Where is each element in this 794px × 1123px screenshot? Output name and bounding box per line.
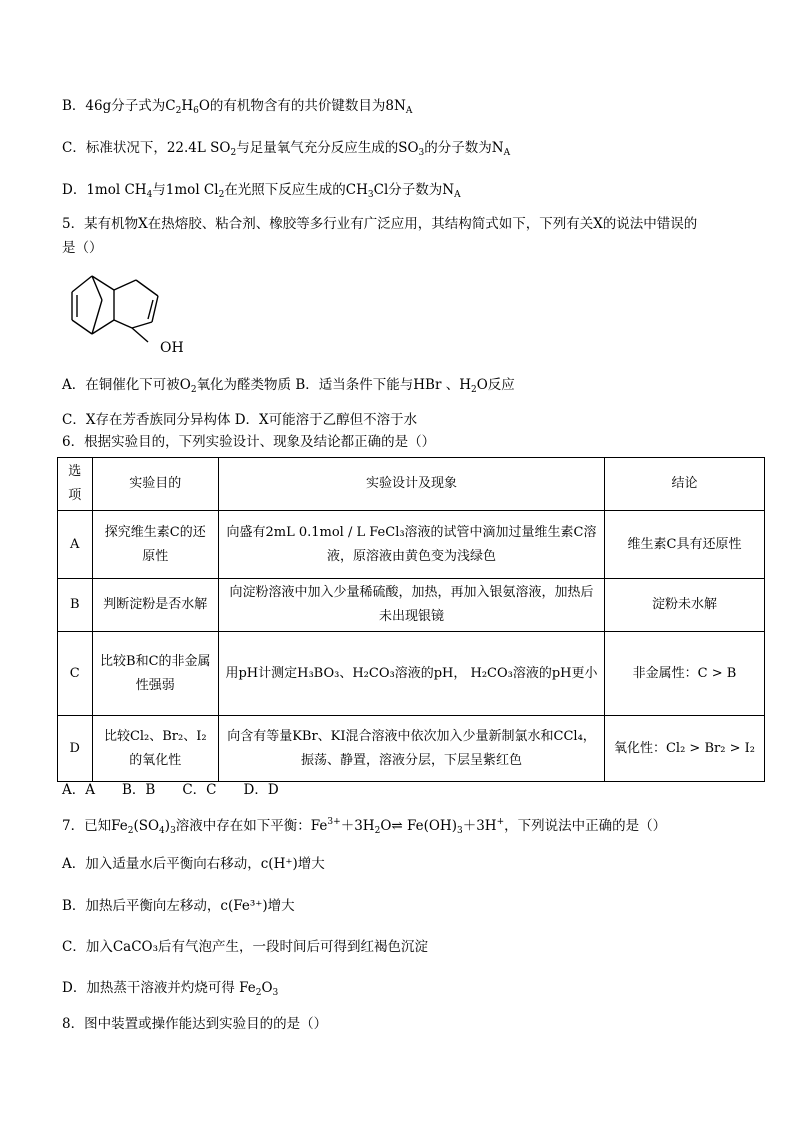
header-design: 实验设计及现象	[219, 458, 605, 511]
q5-options-ab: A．在铜催化下可被$O_2$氧化为醛类物质 B．适当条件下能与HBr 、$H_2O$反应	[62, 377, 515, 395]
cell-conclusion: 氧化性：Cl₂ > Br₂ > I₂	[604, 716, 764, 782]
cell-conclusion: 非金属性：C > B	[604, 632, 764, 716]
q7-option-a: A．加入适量水后平衡向右移动，c(H⁺)增大	[62, 856, 325, 872]
cell-option: B	[58, 579, 93, 632]
q8-stem: 8．图中装置或操作能达到实验目的的是（）	[62, 1016, 328, 1032]
table-row	[58, 579, 765, 632]
header-option: 选项	[58, 458, 93, 511]
cell-design: 用pH计测定H₃BO₃、H₂CO₃溶液的pH， H₂CO₃溶液的pH更小	[219, 632, 605, 716]
cell-design: 向淀粉溶液中加入少量稀硫酸，加热，再加入银氨溶液，加热后未出现银镜	[219, 579, 605, 632]
cell-design: 向盛有2mL 0.1mol / L FeCl₃溶液的试管中滴加过量维生素C溶液，原溶液由黄色变为浅绿色	[219, 511, 605, 579]
q5-stem-line1: 5．某有机物X在热熔胶、粘合剂、橡胶等多行业有广泛应用，其结构简式如下，下列有关X的说法中错误的	[62, 216, 698, 232]
q4-option-c: C．标准状况下，22.4L $SO_2$与足量氧气充分反应生成的$SO_3$的分子数为$N_A$	[62, 140, 511, 158]
q6-table	[57, 457, 765, 782]
q7-option-d: D．加热蒸干溶液并灼烧可得 $Fe_2O_3$	[62, 980, 279, 998]
q7-option-b: B．加热后平衡向左移动，c(Fe³⁺)增大	[62, 898, 295, 914]
table-row	[58, 716, 765, 782]
q4-option-d: D．1mol $CH_4$与1mol $Cl_2$在光照下反应生成的$CH_3Cl$分子数为$N_A$	[62, 182, 461, 200]
q7-stem: 7．已知$Fe_2(SO_4)_3$溶液中存在如下平衡：$Fe^{3+}+3H_2O\rightleftharpoons$ $Fe(OH)_3+3H^+$，下列说法中正确的是（）	[62, 817, 667, 836]
cell-goal: 探究维生素C的还原性	[92, 511, 219, 579]
q6-stem: 6．根据实验目的，下列实验设计、现象及结论都正确的是（）	[62, 434, 436, 450]
cell-goal: 判断淀粉是否水解	[92, 579, 219, 632]
cell-conclusion: 维生素C具有还原性	[604, 511, 764, 579]
cell-option: A	[58, 511, 93, 579]
cell-goal: 比较B和C的非金属性强弱	[92, 632, 219, 716]
q6-answers: A．A B．B C．C D．D	[62, 782, 279, 798]
cell-option: C	[58, 632, 93, 716]
q4-option-b: B．46g分子式为$C_2H_6O$的有机物含有的共价键数目为$8N_A$	[62, 98, 413, 116]
cell-option: D	[58, 716, 93, 782]
header-goal: 实验目的	[92, 458, 219, 511]
q5-options-cd: C．X存在芳香族同分异构体 D．X可能溶于乙醇但不溶于水	[62, 412, 418, 428]
cell-goal: 比较Cl₂、Br₂、I₂的氧化性	[92, 716, 219, 782]
table-row	[58, 511, 765, 579]
cell-design: 向含有等量KBr、KI混合溶液中依次加入少量新制氯水和CCl₄，振荡、静置，溶液分层，下层呈紫红色	[219, 716, 605, 782]
header-conclusion: 结论	[604, 458, 764, 511]
cell-conclusion: 淀粉未水解	[604, 579, 764, 632]
q7-option-c: C．加入CaCO₃后有气泡产生，一段时间后可得到红褐色沉淀	[62, 939, 429, 955]
oh-label: OH	[160, 340, 184, 356]
q5-stem-line2: 是（）	[62, 240, 103, 256]
table-row	[58, 632, 765, 716]
table-header-row	[58, 458, 765, 511]
